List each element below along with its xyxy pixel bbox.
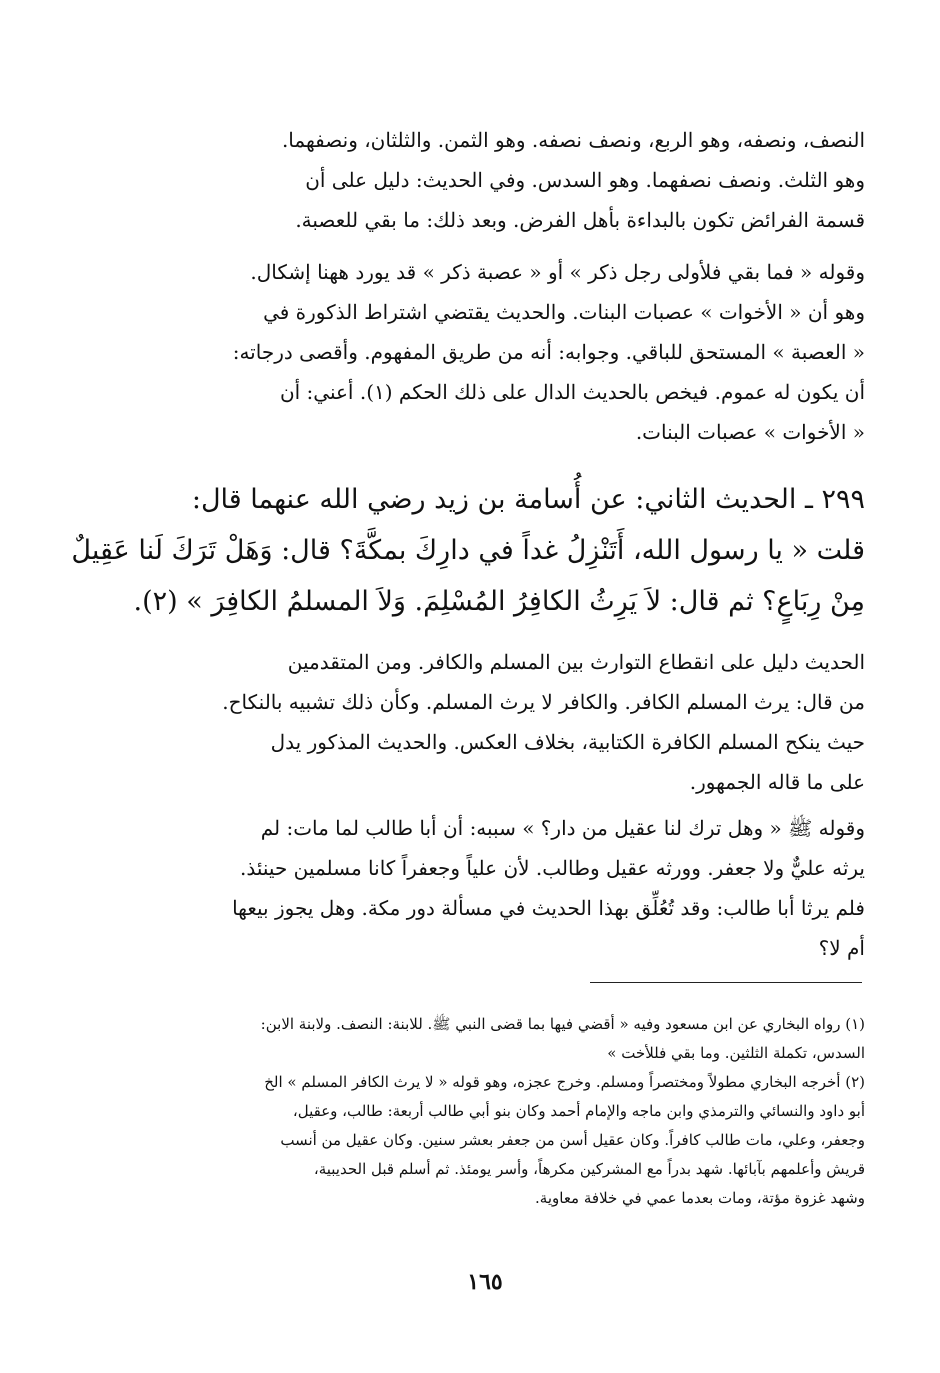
footnote-divider <box>590 982 862 983</box>
hadith-text <box>71 474 865 627</box>
hadith-line: قلت « يا رسول الله، أَتَنْزِلُ غداً في دارِكَ بمكَّةَ؟ قال: وَهَلْ تَرَكَ لَنا عَقِيلٌ <box>71 535 865 566</box>
footnote-line: قريش وأعلمهم بآبائها. شهد بدراً مع المشركين مكرهاً، وأسر يومئذ. ثم أسلم قبل الحديبية، <box>313 1160 865 1178</box>
commentary-paragraph-3 <box>150 642 865 802</box>
footnote-line: (٢) أخرجه البخاري مطولاً ومختصراً ومسلم. وخرج عجزه، وهو قوله « لا يرث الكافر المسلم » الخ <box>264 1073 865 1091</box>
commentary-paragraph-1 <box>150 120 865 240</box>
page-number: ١٦٥ <box>467 1269 503 1295</box>
text-line: من قال: يرث المسلم الكافر. والكافر لا يرث المسلم. وكأن ذلك تشبيه بالنكاح. <box>222 690 865 714</box>
footnote-line: وشهد غزوة مؤتة، ومات بعدما عمي في خلافة معاوية. <box>535 1189 865 1207</box>
text-line: أن يكون له عموم. فيخص بالحديث الدال على ذلك الحكم (١). أعني: أن <box>279 380 865 404</box>
hadith-line: ٢٩٩ ـ الحديث الثاني: عن أُسامة بن زيد رضي الله عنهما قال: <box>191 484 865 515</box>
text-line: وقوله « فما بقي فلأولى رجل ذكر » أو « عصبة ذكر » قد يورد ههنا إشكال. <box>250 260 865 284</box>
text-line: الحديث دليل على انقطاع التوارث بين المسلم والكافر. ومن المتقدمين <box>287 650 865 674</box>
text-line: فلم يرثا أبا طالب: وقد تُعُلِّق بهذا الحديث في مسألة دور مكة. وهل يجوز بيعها <box>232 896 865 920</box>
text-line: وهو الثلث. ونصف نصفهما. وهو السدس. وفي الحديث: دليل على أن <box>305 168 865 192</box>
text-line: على ما قاله الجمهور. <box>689 770 865 794</box>
text-line: حيث ينكح المسلم الكافرة الكتابية، بخلاف العكس. والحديث المذكور يدل <box>270 730 865 754</box>
footnote-line: السدس، تكملة الثلثين. وما بقي فللأخت » <box>607 1044 865 1062</box>
text-line: يرثه عليٌّ ولا جعفر. وورثه عقيل وطالب. لأن علياً وجعفراً كانا مسلمين حينئذ. <box>240 856 865 880</box>
text-line: النصف، ونصفه، وهو الربع، ونصف نصفه. وهو الثمن. والثلثان، ونصفهما. <box>281 128 865 152</box>
text-line: « العصبة » المستحق للباقي. وجوابه: أنه من طريق المفهوم. وأقصى درجاته: <box>232 340 865 364</box>
hadith-line: مِنْ رِبَاعٍ؟ ثم قال: لاَ يَرِثُ الكافِرُ المُسْلِمَ. وَلاَ المسلمُ الكافِرَ » (٢). <box>133 586 865 617</box>
footnote-line: وجعفر، وعلي، مات طالب كافراً. وكان عقيل أسن من جعفر بعشر سنين. وكان عقيل من أنسب <box>280 1131 865 1149</box>
footnotes <box>150 1010 865 1213</box>
text-line: « الأخوات » عصبات البنات. <box>635 420 865 444</box>
text-line: قسمة الفرائض تكون بالبداءة بأهل الفرض. وبعد ذلك: ما بقي للعصبة. <box>295 208 865 232</box>
text-line: وقوله ﷺ « وهل ترك لنا عقيل من دار؟ » سببه: أن أبا طالب لما مات: لم <box>260 816 865 840</box>
text-line: أم لا؟ <box>818 936 865 960</box>
footnote-line: (١) رواه البخاري عن ابن مسعود وفيه « أقضي فيها بما قضى النبي ﷺ. للابنة: النصف. ولابنة الابن: <box>260 1015 865 1033</box>
commentary-paragraph-4 <box>150 808 865 968</box>
text-line: وهو أن « الأخوات » عصبات البنات. والحديث يقتضي اشتراط الذكورة في <box>263 300 865 324</box>
footnote-line: أبو داود والنسائي والترمذي وابن ماجه والإمام أحمد وكان بنو أبي طالب أربعة: طالب، وعقيل، <box>292 1102 865 1120</box>
commentary-paragraph-2 <box>150 252 865 452</box>
